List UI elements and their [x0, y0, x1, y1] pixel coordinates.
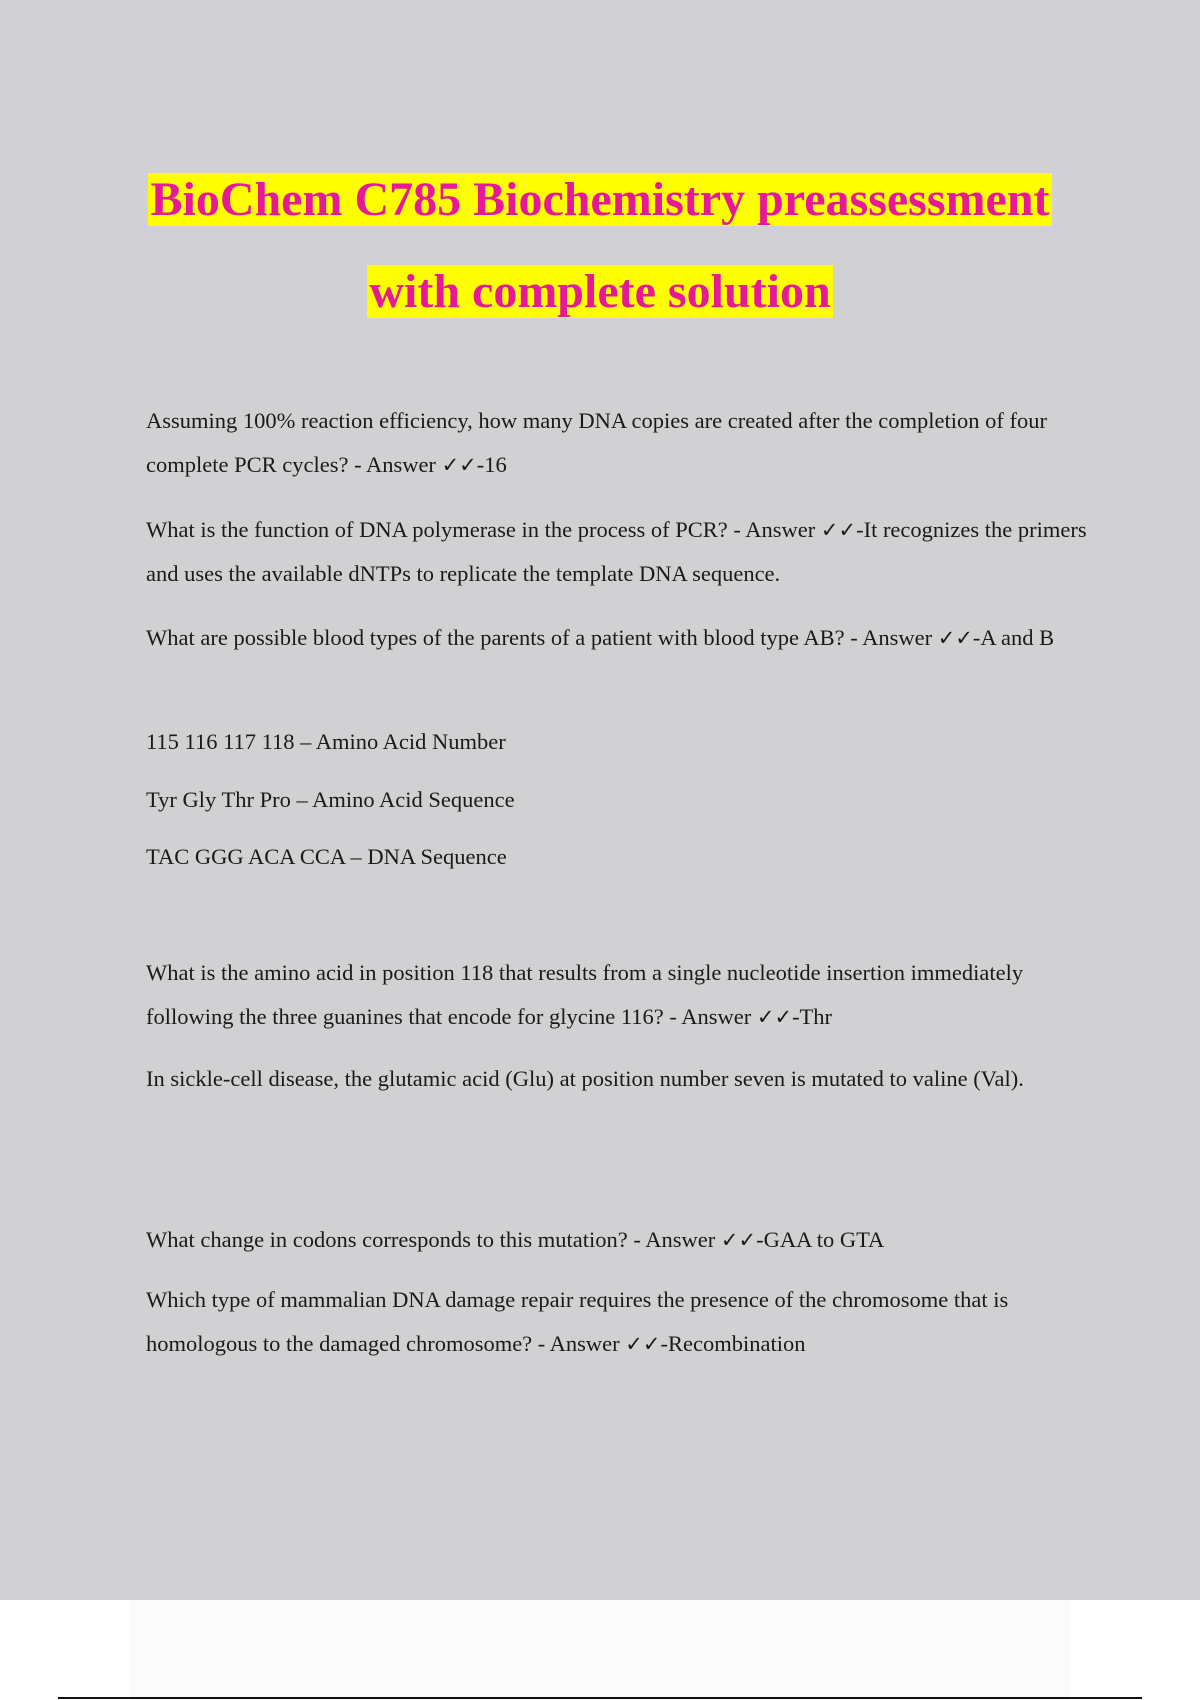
- check-mark-icon: ✓✓: [937, 626, 973, 650]
- text-line-amino-sequence: Tyr Gly Thr Pro – Amino Acid Sequence: [146, 787, 515, 812]
- check-mark-icon: ✓✓: [625, 1332, 661, 1356]
- page-footer-area: [130, 1600, 1070, 1700]
- question-text: What is the amino acid in position 118 that results from a single nucleotide insertion immediately following the three guanines that encode for glycine 116? - Answer: [146, 960, 1024, 1029]
- title-highlight-1: BioChem C785 Biochemistry preassessment: [150, 173, 1050, 226]
- answer-text: -Recombination: [660, 1331, 806, 1356]
- document-title-line-2: [0, 262, 1200, 322]
- qa-paragraph-5: [146, 1218, 1096, 1262]
- qa-paragraph-3: [146, 616, 1096, 660]
- question-text: What change in codons corresponds to this mutation? - Answer: [146, 1227, 721, 1252]
- document-title-line-1: [0, 170, 1200, 230]
- question-text: Assuming 100% reaction efficiency, how many DNA copies are created after the completion of four complete PCR cycles? - Answer: [146, 408, 1047, 477]
- answer-text: -GAA to GTA: [756, 1227, 885, 1252]
- answer-text: -A and B: [972, 625, 1055, 650]
- question-text: Which type of mammalian DNA damage repair requires the presence of the chromosome that is homologous to the damaged chromosome? - Answer: [146, 1287, 1009, 1356]
- answer-text: -Thr: [792, 1004, 833, 1029]
- check-mark-icon: ✓✓: [756, 1005, 793, 1029]
- text-line-dna-sequence: TAC GGG ACA CCA – DNA Sequence: [146, 844, 507, 869]
- answer-text: -16: [476, 452, 507, 477]
- qa-paragraph-2: [146, 508, 1096, 596]
- qa-paragraph-1: [146, 399, 1096, 487]
- check-mark-icon: ✓✓: [820, 518, 857, 542]
- check-mark-icon: ✓✓: [441, 453, 477, 477]
- footer-divider: [58, 1697, 1142, 1699]
- question-text: What are possible blood types of the parents of a patient with blood type AB? - Answer: [146, 625, 938, 650]
- qa-paragraph-6: [146, 1278, 1096, 1366]
- question-text: What is the function of DNA polymerase in the process of PCR? - Answer: [146, 517, 821, 542]
- text-paragraph-sickle-cell: In sickle-cell disease, the glutamic acid (Glu) at position number seven is mutated to valine (Val).: [146, 1066, 1024, 1091]
- check-mark-icon: ✓✓: [720, 1228, 757, 1252]
- text-line-amino-number: 115 116 117 118 – Amino Acid Number: [146, 729, 506, 754]
- qa-paragraph-4: [146, 951, 1096, 1039]
- title-highlight-2: with complete solution: [369, 265, 831, 318]
- answer-text: -It recognizes the primers and uses the available dNTPs to replicate the template DNA sequence.: [146, 517, 1087, 586]
